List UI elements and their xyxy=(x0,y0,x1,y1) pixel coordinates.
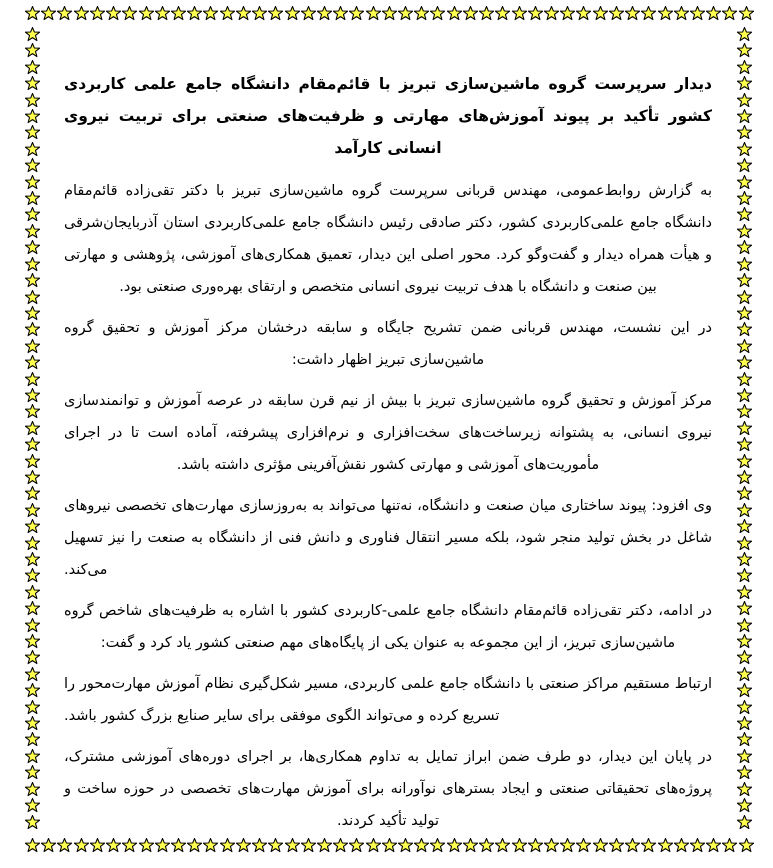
star-icon xyxy=(739,838,754,853)
star-icon xyxy=(737,290,752,305)
star-icon xyxy=(737,372,752,387)
star-icon xyxy=(737,142,752,157)
star-icon xyxy=(737,60,752,75)
star-icon xyxy=(512,6,527,21)
star-icon xyxy=(25,486,40,501)
star-icon xyxy=(220,6,235,21)
star-icon xyxy=(25,536,40,551)
star-icon xyxy=(737,519,752,534)
star-icon xyxy=(737,93,752,108)
star-icon xyxy=(737,109,752,124)
star-icon xyxy=(690,6,705,21)
star-icon xyxy=(737,388,752,403)
star-icon xyxy=(25,815,40,830)
star-icon xyxy=(737,618,752,633)
star-icon xyxy=(463,6,478,21)
star-icon xyxy=(737,125,752,140)
star-icon xyxy=(414,6,429,21)
paragraph-training-center: مرکز آموزش و تحقیق گروه ماشین‌سازی تبریز با بیش از نیم قرن سابقه در عرصه آموزش و توانمندسازی نیروی انسانی، به پشتوانه زیرساخت‌های سخت‌افزاری و نرم‌افزاری پیشرفته، آماده است تا در اجرای مأموریت‌های آموزشی و مهارتی کشور نقش‌آفرینی مؤثری داشته باشد. xyxy=(64,393,712,473)
star-icon xyxy=(706,6,721,21)
star-icon xyxy=(25,355,40,370)
star-icon xyxy=(737,306,752,321)
star-icon xyxy=(737,454,752,469)
star-border-right xyxy=(737,27,752,830)
star-icon xyxy=(737,634,752,649)
star-icon xyxy=(155,6,170,21)
star-icon xyxy=(25,175,40,190)
star-icon xyxy=(25,240,40,255)
star-icon xyxy=(41,838,56,853)
star-icon xyxy=(737,27,752,42)
star-icon xyxy=(737,339,752,354)
star-icon xyxy=(25,765,40,780)
star-icon xyxy=(57,6,72,21)
paragraph-direct-connection: ارتباط مستقیم مراکز صنعتی با دانشگاه جامع علمی کاربردی، مسیر شکل‌گیری نظام آموزش مهارت‌محور را تسریع کرده و می‌تواند الگوی موفقی برای سایر صنایع بزرگ کشور باشد. xyxy=(64,676,712,724)
paragraph-industry-university-link: وی افزود: پیوند ساختاری میان صنعت و دانشگاه، نه‌تنها می‌تواند به به‌روزسازی مهارت‌های تخصصی نیروهای شاغل در بخش تولید منجر شود، بلکه مسیر انتقال فناوری و دانش فنی از دانشگاه به صنعت را نیز تسهیل می‌کند. xyxy=(64,498,712,578)
star-icon xyxy=(544,6,559,21)
star-icon xyxy=(25,404,40,419)
star-icon xyxy=(25,290,40,305)
star-icon xyxy=(25,372,40,387)
star-icon xyxy=(25,568,40,583)
paragraph-taghizadeh-remarks: در ادامه، دکتر تقی‌زاده قائم‌مقام دانشگاه جامع علمی-کاربردی کشور با اشاره به ظرفیت‌های شاخص گروه ماشین‌سازی تبریز، از این مجموعه به عنوان یکی از پایگاه‌های مهم صنعتی کشور یاد کرد و گفت: xyxy=(64,603,712,651)
star-icon xyxy=(25,782,40,797)
star-icon xyxy=(737,355,752,370)
star-icon xyxy=(25,716,40,731)
star-icon xyxy=(382,6,397,21)
star-icon xyxy=(25,76,40,91)
star-icon xyxy=(737,404,752,419)
star-icon xyxy=(737,257,752,272)
star-icon xyxy=(495,6,510,21)
star-icon xyxy=(737,240,752,255)
star-icon xyxy=(737,175,752,190)
star-icon xyxy=(737,683,752,698)
star-icon xyxy=(25,700,40,715)
star-icon xyxy=(171,6,186,21)
star-icon xyxy=(737,552,752,567)
star-icon xyxy=(593,6,608,21)
star-icon xyxy=(317,6,332,21)
star-icon xyxy=(74,6,89,21)
star-icon xyxy=(722,838,737,853)
star-icon xyxy=(25,191,40,206)
star-icon xyxy=(737,470,752,485)
star-icon xyxy=(398,6,413,21)
star-icon xyxy=(25,437,40,452)
star-icon xyxy=(25,618,40,633)
star-icon xyxy=(139,6,154,21)
star-icon xyxy=(737,191,752,206)
star-icon xyxy=(25,257,40,272)
star-icon xyxy=(25,322,40,337)
star-icon xyxy=(187,6,202,21)
star-icon xyxy=(739,6,754,21)
star-icon xyxy=(25,552,40,567)
star-icon xyxy=(25,732,40,747)
star-icon xyxy=(25,43,40,58)
star-icon xyxy=(203,6,218,21)
star-icon xyxy=(25,273,40,288)
star-icon xyxy=(90,6,105,21)
star-icon xyxy=(430,6,445,21)
star-icon xyxy=(25,421,40,436)
star-icon xyxy=(25,454,40,469)
star-icon xyxy=(349,6,364,21)
star-icon xyxy=(285,6,300,21)
star-border-top xyxy=(25,6,754,21)
star-icon xyxy=(41,6,56,21)
star-icon xyxy=(333,6,348,21)
star-icon xyxy=(236,6,251,21)
star-icon xyxy=(25,519,40,534)
star-icon xyxy=(737,568,752,583)
star-icon xyxy=(25,503,40,518)
star-icon xyxy=(737,322,752,337)
star-icon xyxy=(737,700,752,715)
star-icon xyxy=(737,486,752,501)
paragraph-ghorbani-intro: در این نشست، مهندس قربانی ضمن تشریح جایگاه و سابقه درخشان مرکز آموزش و تحقیق گروه ماشین‌سازی تبریز اظهار داشت: xyxy=(64,320,712,368)
star-icon xyxy=(737,503,752,518)
star-icon xyxy=(25,749,40,764)
star-icon xyxy=(737,732,752,747)
star-icon xyxy=(576,6,591,21)
star-icon xyxy=(737,207,752,222)
star-icon xyxy=(737,798,752,813)
star-icon xyxy=(737,601,752,616)
document-title: دیدار سرپرست گروه ماشین‌سازی تبریز با قائم‌مقام دانشگاه جامع علمی کاربردی کشور تأکید بر پیوند آموزش‌های مهارتی و ظرفیت‌های صنعتی برای تربیت نیروی انسانی کارآمد xyxy=(64,75,712,157)
star-icon xyxy=(25,109,40,124)
star-icon xyxy=(301,6,316,21)
star-icon xyxy=(737,667,752,682)
star-icon xyxy=(737,43,752,58)
star-icon xyxy=(737,650,752,665)
star-icon xyxy=(25,650,40,665)
document-body xyxy=(64,68,712,846)
star-icon xyxy=(25,470,40,485)
star-icon xyxy=(25,683,40,698)
star-icon xyxy=(25,93,40,108)
star-icon xyxy=(268,6,283,21)
star-icon xyxy=(25,60,40,75)
star-icon xyxy=(737,716,752,731)
star-icon xyxy=(25,142,40,157)
star-icon xyxy=(252,6,267,21)
star-icon xyxy=(25,27,40,42)
star-icon xyxy=(737,437,752,452)
star-icon xyxy=(25,388,40,403)
star-icon xyxy=(737,273,752,288)
star-icon xyxy=(658,6,673,21)
star-icon xyxy=(737,782,752,797)
star-icon xyxy=(641,6,656,21)
star-icon xyxy=(25,667,40,682)
star-border-left xyxy=(25,27,40,830)
star-icon xyxy=(25,6,40,21)
star-icon xyxy=(737,536,752,551)
star-icon xyxy=(25,125,40,140)
star-icon xyxy=(25,306,40,321)
star-icon xyxy=(722,6,737,21)
star-icon xyxy=(625,6,640,21)
star-icon xyxy=(737,585,752,600)
star-icon xyxy=(25,207,40,222)
star-icon xyxy=(737,224,752,239)
star-icon xyxy=(25,224,40,239)
star-icon xyxy=(609,6,624,21)
star-icon xyxy=(737,749,752,764)
star-icon xyxy=(25,158,40,173)
star-icon xyxy=(737,815,752,830)
star-icon xyxy=(737,421,752,436)
star-icon xyxy=(25,601,40,616)
star-icon xyxy=(122,6,137,21)
star-icon xyxy=(528,6,543,21)
paragraph-closing: در پایان این دیدار، دو طرف ضمن ابراز تمایل به تداوم همکاری‌ها، بر اجرای دوره‌های آموزشی مشترک، پروژه‌های تحقیقاتی صنعتی و ایجاد بسترهای نوآورانه برای آموزش مهارت‌های تخصصی در حوزه ساخت و تولید تأکید کردند. xyxy=(64,749,712,829)
star-icon xyxy=(25,798,40,813)
star-icon xyxy=(674,6,689,21)
star-icon xyxy=(447,6,462,21)
star-icon xyxy=(25,339,40,354)
star-icon xyxy=(479,6,494,21)
star-icon xyxy=(106,6,121,21)
star-icon xyxy=(366,6,381,21)
star-icon xyxy=(25,585,40,600)
star-icon xyxy=(560,6,575,21)
star-icon xyxy=(25,838,40,853)
star-icon xyxy=(737,765,752,780)
star-icon xyxy=(737,76,752,91)
star-icon xyxy=(737,158,752,173)
star-icon xyxy=(25,634,40,649)
paragraph-report-intro: به گزارش روابط‌عمومی، مهندس قربانی سرپرست گروه ماشین‌سازی تبریز با دکتر تقی‌زاده قائم‌مقام دانشگاه جامع علمی‌کاربردی کشور، دکتر صادقی رئیس دانشگاه جامع علمی‌کاربردی استان آذربایجان‌شرقی و هیأت همراه دیدار و گفت‌وگو کرد. محور اصلی این دیدار، تعمیق همکاری‌های آموزشی، پژوهشی و مهارتی بین صنعت و دانشگاه با هدف تربیت نیروی انسانی متخصص و ارتقای بهره‌وری صنعتی بود. xyxy=(64,183,712,295)
